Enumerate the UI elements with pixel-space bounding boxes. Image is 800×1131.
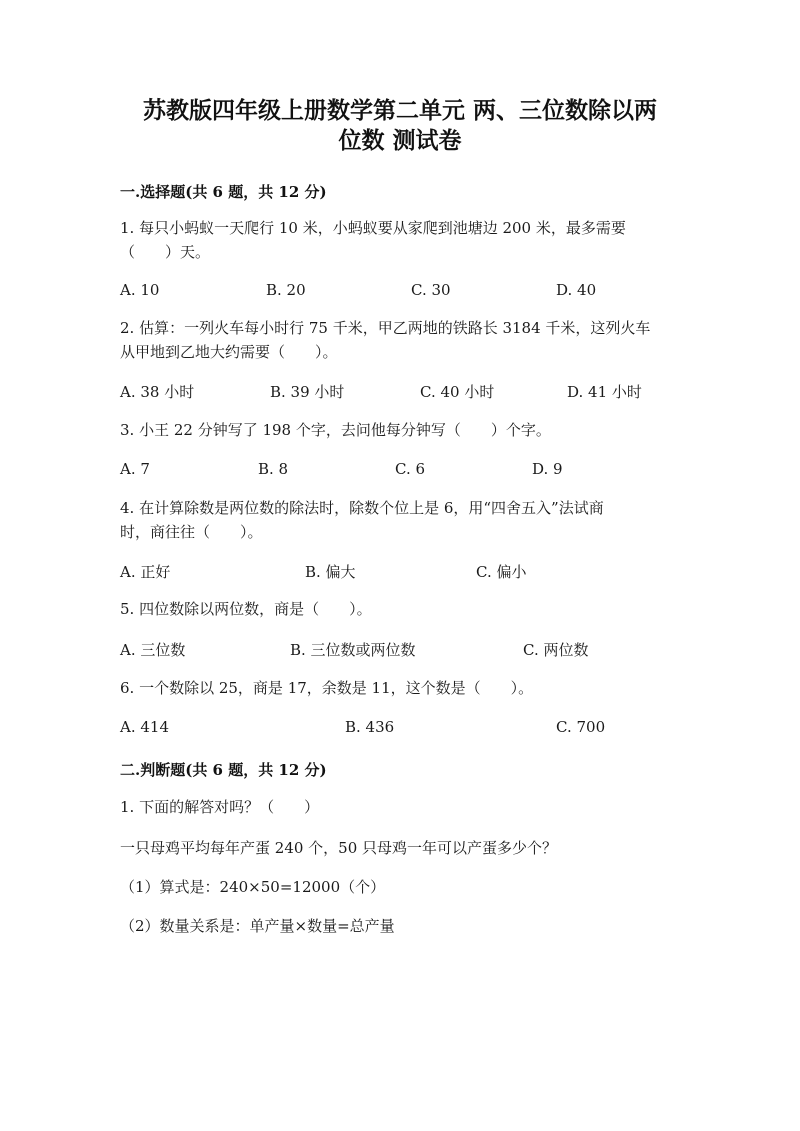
section-heading-choice: 一.选择题(共 6 题，共 12 分)	[120, 183, 327, 201]
question-5	[120, 597, 680, 621]
judgement-question-1: 1. 下面的解答对吗？（ ）	[120, 798, 320, 816]
question-text: 1. 每只小蚂蚁一天爬行 10 米，小蚂蚁要从家爬到池塘边 200 米，最多需要	[120, 219, 626, 237]
question-text: 时，商往往（ ）。	[120, 523, 263, 541]
option-b: B. 三位数或两位数	[290, 641, 416, 659]
option-b: B. 39 小时	[270, 383, 345, 401]
judgement-statement-2: （2）数量关系是：单产量×数量=总产量	[120, 917, 395, 935]
question-4	[120, 496, 680, 544]
option-c: C. 6	[395, 460, 426, 478]
judgement-problem-text: 一只母鸡平均每年产蛋 240 个，50 只母鸡一年可以产蛋多少个？	[120, 839, 558, 857]
option-d: D. 41 小时	[567, 383, 642, 401]
option-a: A. 414	[120, 718, 169, 736]
option-a: A. 7	[120, 460, 150, 478]
option-c: C. 两位数	[523, 641, 589, 659]
question-2	[120, 316, 680, 364]
option-c: C. 偏小	[476, 563, 527, 581]
option-a: A. 38 小时	[120, 383, 195, 401]
option-a: A. 10	[120, 281, 160, 299]
page-title	[80, 96, 720, 156]
judgement-statement-1: （1）算式是：240×50=12000（个）	[120, 878, 386, 896]
question-text: 2. 估算：一列火车每小时行 75 千米，甲乙两地的铁路长 3184 千米，这列火车	[120, 319, 651, 337]
title-line-1: 苏教版四年级上册数学第二单元 两、三位数除以两	[142, 97, 657, 124]
question-text: 从甲地到乙地大约需要（ ）。	[120, 343, 338, 361]
question-text: （ ）天。	[120, 243, 211, 261]
option-a: A. 三位数	[120, 641, 186, 659]
option-d: D. 40	[556, 281, 597, 299]
option-c: C. 700	[556, 718, 606, 736]
question-3	[120, 418, 680, 442]
option-b: B. 436	[345, 718, 395, 736]
question-text: 5. 四位数除以两位数，商是（ ）。	[120, 600, 372, 618]
option-b: B. 20	[266, 281, 306, 299]
option-b: B. 8	[258, 460, 289, 478]
option-c: C. 40 小时	[420, 383, 495, 401]
question-text: 4. 在计算除数是两位数的除法时，除数个位上是 6，用“四舍五入”法试商	[120, 499, 604, 517]
title-line-2: 位数 测试卷	[338, 127, 462, 154]
option-b: B. 偏大	[305, 563, 356, 581]
question-1	[120, 216, 680, 264]
question-text: 3. 小王 22 分钟写了 198 个字，去问他每分钟写（ ）个字。	[120, 421, 551, 439]
question-6	[120, 676, 680, 700]
option-d: D. 9	[532, 460, 563, 478]
option-c: C. 30	[411, 281, 451, 299]
question-text: 6. 一个数除以 25，商是 17，余数是 11，这个数是（ ）。	[120, 679, 534, 697]
section-heading-judgement: 二.判断题(共 6 题，共 12 分)	[120, 761, 327, 779]
option-a: A. 正好	[120, 563, 171, 581]
